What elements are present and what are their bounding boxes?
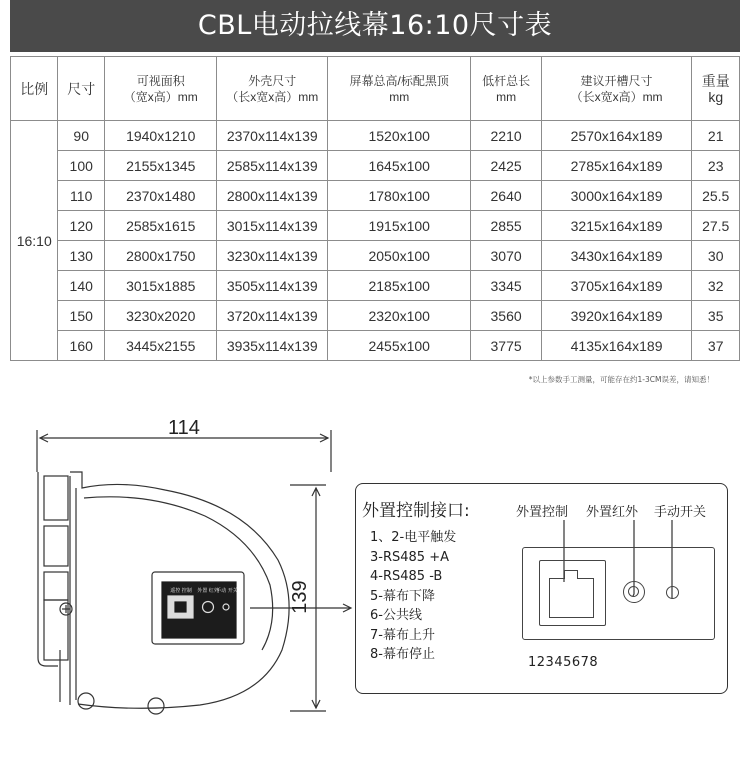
- width-dimension-label: 114: [168, 417, 200, 439]
- header-size: 尺寸: [58, 57, 104, 121]
- table-cell: 3705x164x189: [541, 271, 692, 301]
- table-cell: 3430x164x189: [541, 241, 692, 271]
- control-interface-box: [355, 483, 728, 694]
- list-item: 4-RS485 -B: [370, 569, 443, 584]
- header-visible-area-name: 可视面积: [136, 73, 185, 88]
- table-cell: 160: [58, 331, 104, 361]
- table-row: [11, 211, 740, 241]
- list-item: 7-幕布上升: [370, 627, 435, 643]
- header-slot-size-name: 建议开槽尺寸: [580, 73, 653, 88]
- table-cell: 2455x100: [327, 331, 471, 361]
- table-row: [11, 271, 740, 301]
- table-cell: 3505x114x139: [217, 271, 327, 301]
- table-cell: 110: [58, 181, 104, 211]
- external-control-label: 外置控制: [516, 505, 569, 520]
- table-cell: 23: [692, 151, 740, 181]
- table-cell: 3230x2020: [104, 301, 217, 331]
- external-ir-label: 外置红外: [586, 505, 639, 520]
- table-cell: 2785x164x189: [541, 151, 692, 181]
- ir-receiver-inner: [628, 586, 639, 597]
- list-item: 3-RS485 +A: [370, 549, 449, 565]
- table-cell: 1915x100: [327, 211, 471, 241]
- list-item: 8-幕布停止: [370, 647, 435, 662]
- table-row: [11, 331, 740, 361]
- header-slot-size: [541, 57, 692, 121]
- header-slot-size-unit: （长x宽x高）mm: [570, 89, 663, 104]
- table-cell: 1940x1210: [104, 121, 217, 151]
- rj45-jack-tab: [564, 570, 578, 579]
- pin-numbers: 12345678: [528, 655, 599, 670]
- table-cell: 2855: [471, 211, 541, 241]
- table-cell: 3345: [471, 271, 541, 301]
- header-screen-height-unit: mm: [389, 89, 410, 104]
- ir-receiver-icon: [623, 581, 645, 603]
- panel-label-ir: 外置 红外: [197, 588, 219, 594]
- table-cell: 30: [692, 241, 740, 271]
- table-cell: 3070: [471, 241, 541, 271]
- control-interface-title: 外置控制接口:: [362, 501, 470, 521]
- port-panel: [522, 547, 715, 640]
- table-row: [11, 301, 740, 331]
- table-cell: 2185x100: [327, 271, 471, 301]
- table-cell: 130: [58, 241, 104, 271]
- table-cell: 140: [58, 271, 104, 301]
- ratio-cell: 16:10: [11, 121, 58, 361]
- mount-hole-left: [78, 693, 94, 709]
- table-body: [11, 121, 740, 361]
- table-cell: 3015x114x139: [217, 211, 327, 241]
- header-weight-name: 重量: [701, 72, 730, 89]
- table-cell: 2210: [471, 121, 541, 151]
- list-item: 1、2-电平触发: [370, 530, 457, 545]
- table-cell: 37: [692, 331, 740, 361]
- table-row: [11, 121, 740, 151]
- table-cell: 1645x100: [327, 151, 471, 181]
- table-row: [11, 151, 740, 181]
- list-item: 6-公共线: [370, 608, 422, 623]
- header-ratio: 比例: [11, 57, 58, 121]
- table-cell: 2050x100: [327, 241, 471, 271]
- header-screen-height: [327, 57, 471, 121]
- measurement-note: *以上参数手工测量，可能存在约1-3CM误差，请知悉！: [528, 375, 714, 384]
- table-cell: 3230x114x139: [217, 241, 327, 271]
- table-row: [11, 241, 740, 271]
- table-cell: 2370x1480: [104, 181, 217, 211]
- manual-switch-label: 手动开关: [654, 505, 707, 520]
- header-weight: [692, 57, 740, 121]
- table-row: [11, 181, 740, 211]
- header-housing-size-unit: （长x宽x高）mm: [226, 89, 319, 104]
- table-cell: 3920x164x189: [541, 301, 692, 331]
- header-visible-area-unit: （宽x高）mm: [123, 89, 198, 104]
- mount-hole-right: [148, 698, 164, 714]
- table-cell: 2585x114x139: [217, 151, 327, 181]
- rail-outline: [38, 472, 58, 666]
- rail-slot-1: [44, 476, 68, 520]
- table-cell: 3015x1885: [104, 271, 217, 301]
- list-item: 5-幕布下降: [370, 588, 435, 604]
- table-cell: 25.5: [692, 181, 740, 211]
- rj45-jack-icon: [539, 560, 606, 626]
- table-cell: 27.5: [692, 211, 740, 241]
- table-cell: 3445x2155: [104, 331, 217, 361]
- table-cell: 1780x100: [327, 181, 471, 211]
- table-cell: 3775: [471, 331, 541, 361]
- table-cell: 2640: [471, 181, 541, 211]
- header-weight-unit: kg: [708, 88, 724, 105]
- spec-table: [10, 56, 740, 361]
- header-screen-height-name: 屏幕总高/标配黑顶: [349, 73, 449, 88]
- table-cell: 90: [58, 121, 104, 151]
- header-bottom-bar: [471, 57, 541, 121]
- table-cell: 100: [58, 151, 104, 181]
- panel-label-switch: 手动 开关: [216, 588, 238, 594]
- manual-switch-icon: [666, 586, 679, 599]
- table-cell: 2585x1615: [104, 211, 217, 241]
- table-cell: 21: [692, 121, 740, 151]
- table-cell: 150: [58, 301, 104, 331]
- page-title: CBL电动拉线幕16:10尺寸表: [10, 0, 740, 52]
- header-bottom-bar-name: 低杆总长: [482, 73, 531, 88]
- table-cell: 2320x100: [327, 301, 471, 331]
- table-cell: 35: [692, 301, 740, 331]
- table-cell: 1520x100: [327, 121, 471, 151]
- table-cell: 32: [692, 271, 740, 301]
- table-cell: 2155x1345: [104, 151, 217, 181]
- table-cell: 2800x1750: [104, 241, 217, 271]
- header-housing-size: [217, 57, 327, 121]
- table-cell: 2800x114x139: [217, 181, 327, 211]
- header-housing-size-name: 外壳尺寸: [248, 73, 297, 88]
- rj45-port-inner: [175, 602, 186, 612]
- table-cell: 3000x164x189: [541, 181, 692, 211]
- rail-slot-3: [44, 572, 68, 600]
- panel-label-control: 遥控 控制: [170, 588, 192, 594]
- table-cell: 2370x114x139: [217, 121, 327, 151]
- table-cell: 2570x164x189: [541, 121, 692, 151]
- table-cell: 3935x114x139: [217, 331, 327, 361]
- table-cell: 120: [58, 211, 104, 241]
- rail-slot-2: [44, 526, 68, 566]
- table-cell: 3215x164x189: [541, 211, 692, 241]
- header-visible-area: [104, 57, 217, 121]
- table-cell: 4135x164x189: [541, 331, 692, 361]
- rj45-jack-inner: [549, 578, 594, 618]
- table-cell: 3560: [471, 301, 541, 331]
- table-cell: 2425: [471, 151, 541, 181]
- table-cell: 3720x114x139: [217, 301, 327, 331]
- table-header-row: [11, 57, 740, 121]
- header-bottom-bar-unit: mm: [496, 89, 517, 104]
- height-dimension-label: 139: [289, 580, 311, 614]
